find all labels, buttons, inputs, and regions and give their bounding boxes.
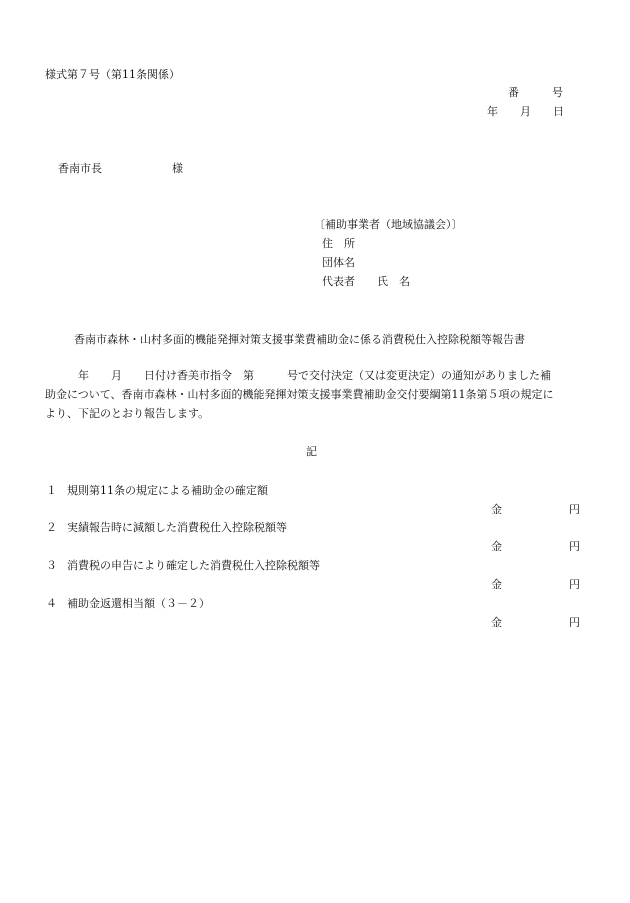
applicant-representative-label: 代表者 氏 名 [322,275,410,288]
date-label: 年 月 日 [487,105,564,118]
applicant-group-label: 団体名 [322,256,355,269]
item-kin: 金 [491,540,502,553]
item-kin: 金 [491,616,502,629]
item-yen: 円 [569,578,580,591]
form-number: 様式第７号（第11条関係） [45,68,180,81]
item-yen: 円 [569,503,580,516]
body-line-3: より、下記のとおり報告します。 [45,407,210,420]
item-label: 補助金返還相当額（３－２） [67,597,210,610]
item-number: １ [46,484,57,497]
item-label: 実績報告時に減額した消費税仕入控除税額等 [67,521,287,534]
applicant-address-label: 住 所 [322,237,355,250]
body-line-2: 助金について、香南市森林・山村多面的機能発揮対策支援事業費補助金交付要綱第11条第５項の規定に [45,388,554,401]
item-number: ３ [46,559,57,572]
item-yen: 円 [569,540,580,553]
applicant-heading: 〔補助事業者（地域協議会）〕 [314,218,463,231]
item-yen: 円 [569,616,580,629]
item-label: 消費税の申告により確定した消費税仕入控除税額等 [67,559,320,572]
addressee-honorific: 様 [172,162,183,175]
body-line-1: 年 月 日付け香美市指令 第 号で交付決定（又は変更決定）の通知がありました補 [78,369,551,382]
item-number: ４ [46,597,57,610]
item-kin: 金 [491,503,502,516]
item-kin: 金 [491,578,502,591]
addressee: 香南市長 [58,162,102,175]
item-number: ２ [46,521,57,534]
reference-number-label: 番 号 [508,86,563,99]
item-label: 規則第11条の規定による補助金の確定額 [67,484,268,497]
ki-heading: 記 [306,445,317,458]
document-title: 香南市森林・山村多面的機能発揮対策支援事業費補助金に係る消費税仕入控除税額等報告書 [74,333,525,346]
